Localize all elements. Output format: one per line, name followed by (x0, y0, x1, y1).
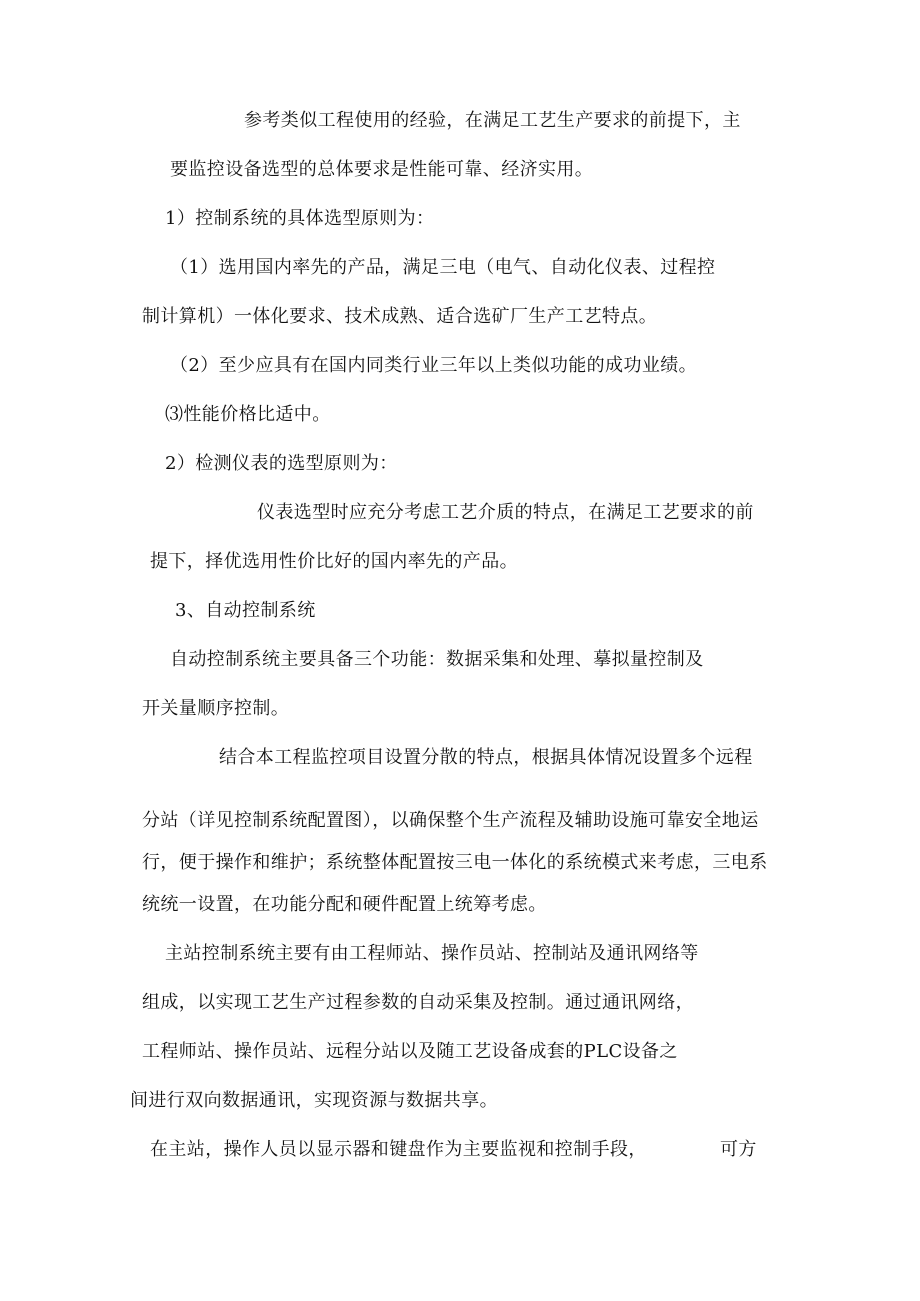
text-line: 分站（详见控制系统配置图），以确保整个生产流程及辅助设施可靠安全地运 (142, 810, 759, 831)
text-line: 间进行双向数据通讯，实现资源与数据共享。 (130, 1090, 498, 1111)
text-line: 统统一设置，在功能分配和硬件配置上统筹考虑。 (142, 894, 547, 915)
text-line: 开关量顺序控制。 (142, 698, 290, 719)
text-line: 自动控制系统主要具备三个功能：数据采集和处理、摹拟量控制及 (170, 649, 704, 670)
text-line: 主站控制系统主要有由工程师站、操作员站、控制站及通讯网络等 (165, 943, 699, 964)
text-line: ⑶性能价格比适中。 (165, 404, 331, 425)
text-line: 行，便于操作和维护；系统整体配置按三电一体化的系统模式来考虑，三电系 (142, 852, 768, 873)
section-heading: 3、自动控制系统 (175, 600, 316, 621)
text-line: 1）控制系统的具体选型原则为： (165, 208, 435, 229)
text-line: 在主站，操作人员以显示器和键盘作为主要监视和控制手段， (150, 1139, 647, 1160)
text-line: 制计算机）一体化要求、技术成熟、适合选矿厂生产工艺特点。 (142, 306, 658, 327)
text-line: 2）检测仪表的选型原则为： (165, 453, 398, 474)
text-line: 仪表选型时应充分考虑工艺介质的特点，在满足工艺要求的前 (257, 502, 754, 523)
text-line: 提下，择优选用性价比好的国内率先的产品。 (150, 551, 518, 572)
text-line: 要监控设备选型的总体要求是性能可靠、经济实用。 (170, 159, 594, 180)
text-line: 结合本工程监控项目设置分散的特点，根据具体情况设置多个远程 (219, 747, 753, 768)
text-line: 参考类似工程使用的经验，在满足工艺生产要求的前提下，主 (244, 110, 741, 131)
text-line: （1）选用国内率先的产品，满足三电（电气、自动化仪表、过程控 (170, 257, 716, 278)
text-line: （2）至少应具有在国内同类行业三年以上类似功能的成功业绩。 (170, 355, 698, 376)
text-line: 工程师站、操作员站、远程分站以及随工艺设备成套的PLC设备之 (142, 1041, 678, 1062)
text-line: 可方 (720, 1139, 757, 1160)
text-line: 组成，以实现工艺生产过程参数的自动采集及控制。通过通讯网络， (142, 992, 694, 1013)
